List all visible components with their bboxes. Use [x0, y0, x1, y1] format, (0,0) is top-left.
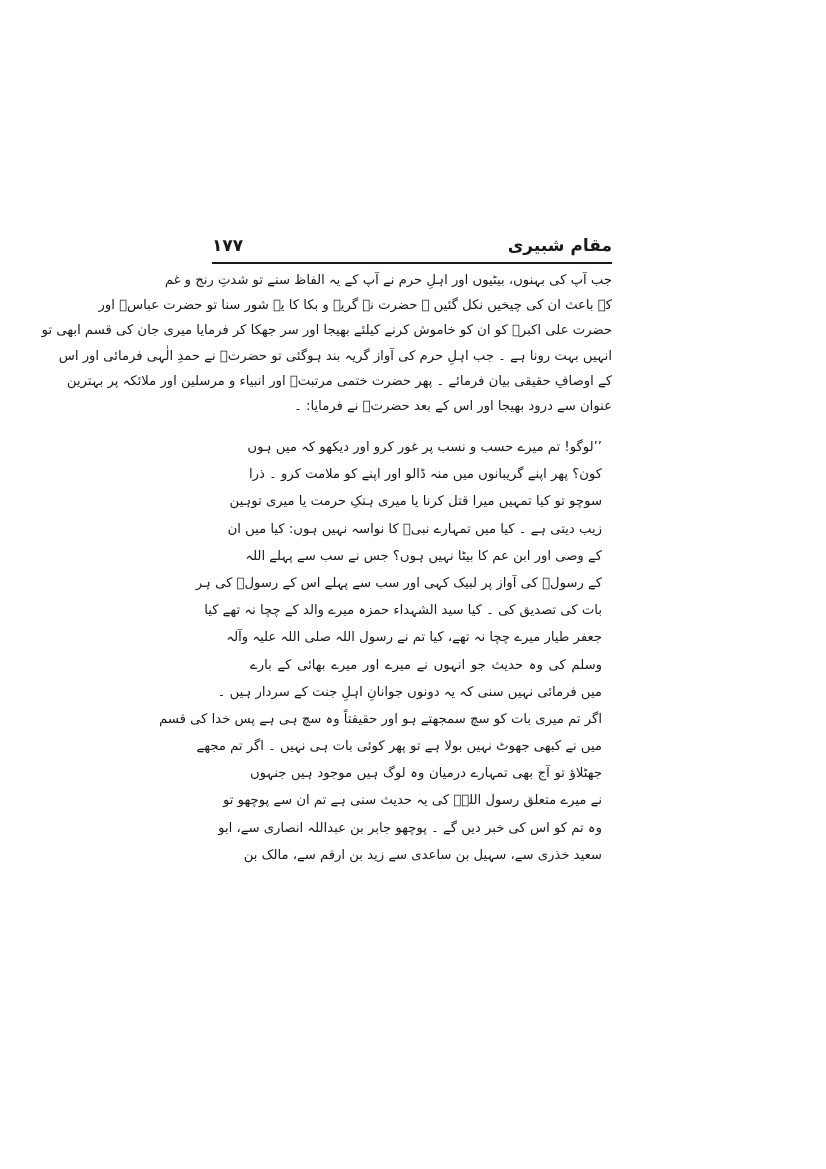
quote-line: جعفر طیار میرے چچا نہ تھے، کیا تم نے رسول اللہ صلی اللہ علیہ وآلہ	[226, 630, 602, 646]
quote-line: جھٹلاؤ تو آج بھی تمہارے درمیان وہ لوگ ہیں موجود ہیں جنہوں	[250, 766, 602, 782]
text-line: حضرت علی اکبرؑ کو ان کو خاموش کرنے کیلئے بھیجا اور سر جھکا کر فرمایا میری جان کی قسم ابھی تو	[41, 323, 612, 339]
text-line: انہیں بہت رونا ہے ۔ جب اہلِ حرم کی آواز گریہ بند ہوگئی تو حضرتؑ نے حمدِ الٰہی فرمائی اور اس	[58, 348, 612, 364]
page-number: ۱۷۷	[212, 236, 244, 256]
quote-line: وسلم کی وہ حدیث جو انہوں نے میرے اور میرے بھائی کے بارے	[250, 657, 602, 673]
text-line: عنوان سے درود بھیجا اور اس کے بعد حضرتؑ نے فرمایا: ۔	[294, 398, 612, 414]
quote-line: نے میرے متعلق رسول اللہؐ کی یہ حدیث سنی ہے تم ان سے پوچھو تو	[222, 793, 602, 809]
quote-line: ’’لوگو! تم میرے حسب و نسب پر غور کرو اور دیکھو کہ میں ہوں	[247, 440, 602, 455]
text-line: کے اوصافِ حقیقی بیان فرمائے ۔ پھر حضرت ختمی مرتبتؐ اور انبیاء و مرسلین اور ملائکہ پر بہترین	[66, 373, 612, 389]
speech-quote	[159, 434, 602, 869]
quote-line: بات کی تصدیق کی ۔ کیا سید الشہداء حمزہ میرے والد کے چچا نہ تھے کیا	[204, 603, 602, 619]
page-header	[212, 234, 612, 264]
book-title: مقام شبیری	[507, 236, 612, 256]
intro-paragraph	[41, 268, 612, 419]
quote-line: کے وصی اور ابن عم کا بیٹا نہیں ہوں؟ جس نے سب سے پہلے اللہ	[245, 548, 602, 564]
quote-line: سعید خذری سے، سہیل بن ساعدی سے زید بن ارقم سے، مالک بن	[243, 847, 602, 863]
quote-line: زیب دیتی ہے ۔ کیا میں تمہارے نبیؐ کا نواسہ نہیں ہوں: کیا میں ان	[227, 521, 602, 537]
quote-line: میں نے کبھی جھوٹ نہیں بولا ہے تو پھر کوئی بات ہی نہیں ۔ اگر تم مجھے	[196, 739, 602, 755]
text-line: جب آپ کی بہنوں، بیٹیوں اور اہلِ حرم نے آپ کے یہ الفاظ سنے تو شدتِ رنج و غم	[164, 273, 612, 288]
quote-line: کے رسولؐ کی آواز پر لبیک کہی اور سب سے پہلے اس کے رسولؐ کی ہر	[195, 575, 602, 591]
quote-line: کون؟ پھر اپنے گریبانوں میں منہ ڈالو اور اپنے کو ملامت کرو ۔ ذرا	[249, 467, 602, 483]
quote-line: وہ تم کو اس کی خبر دیں گے ۔ پوچھو جابر بن عبداللہ انصاری سے، ابو	[218, 820, 602, 836]
quote-line: میں فرمائی نہیں سنی کہ یہ دونوں جوانانِ اہلِ جنت کے سردار ہیں ۔	[217, 684, 602, 700]
quote-line: سوچو تو کیا تمہیں میرا قتل کرنا یا میری ہتکِ حرمت یا میری توہین	[229, 494, 602, 510]
text-line: کے باعث ان کی چیخیں نکل گئیں ۔ حضرت نے گریہ و بکا کا یہ شور سنا تو حضرت عباسؑ اور	[98, 298, 612, 314]
quote-line: اگر تم میری بات کو سچ سمجھتے ہو اور حقیقتاً وہ سچ ہی ہے پس خدا کی قسم	[159, 711, 602, 727]
header-rule	[212, 262, 612, 264]
